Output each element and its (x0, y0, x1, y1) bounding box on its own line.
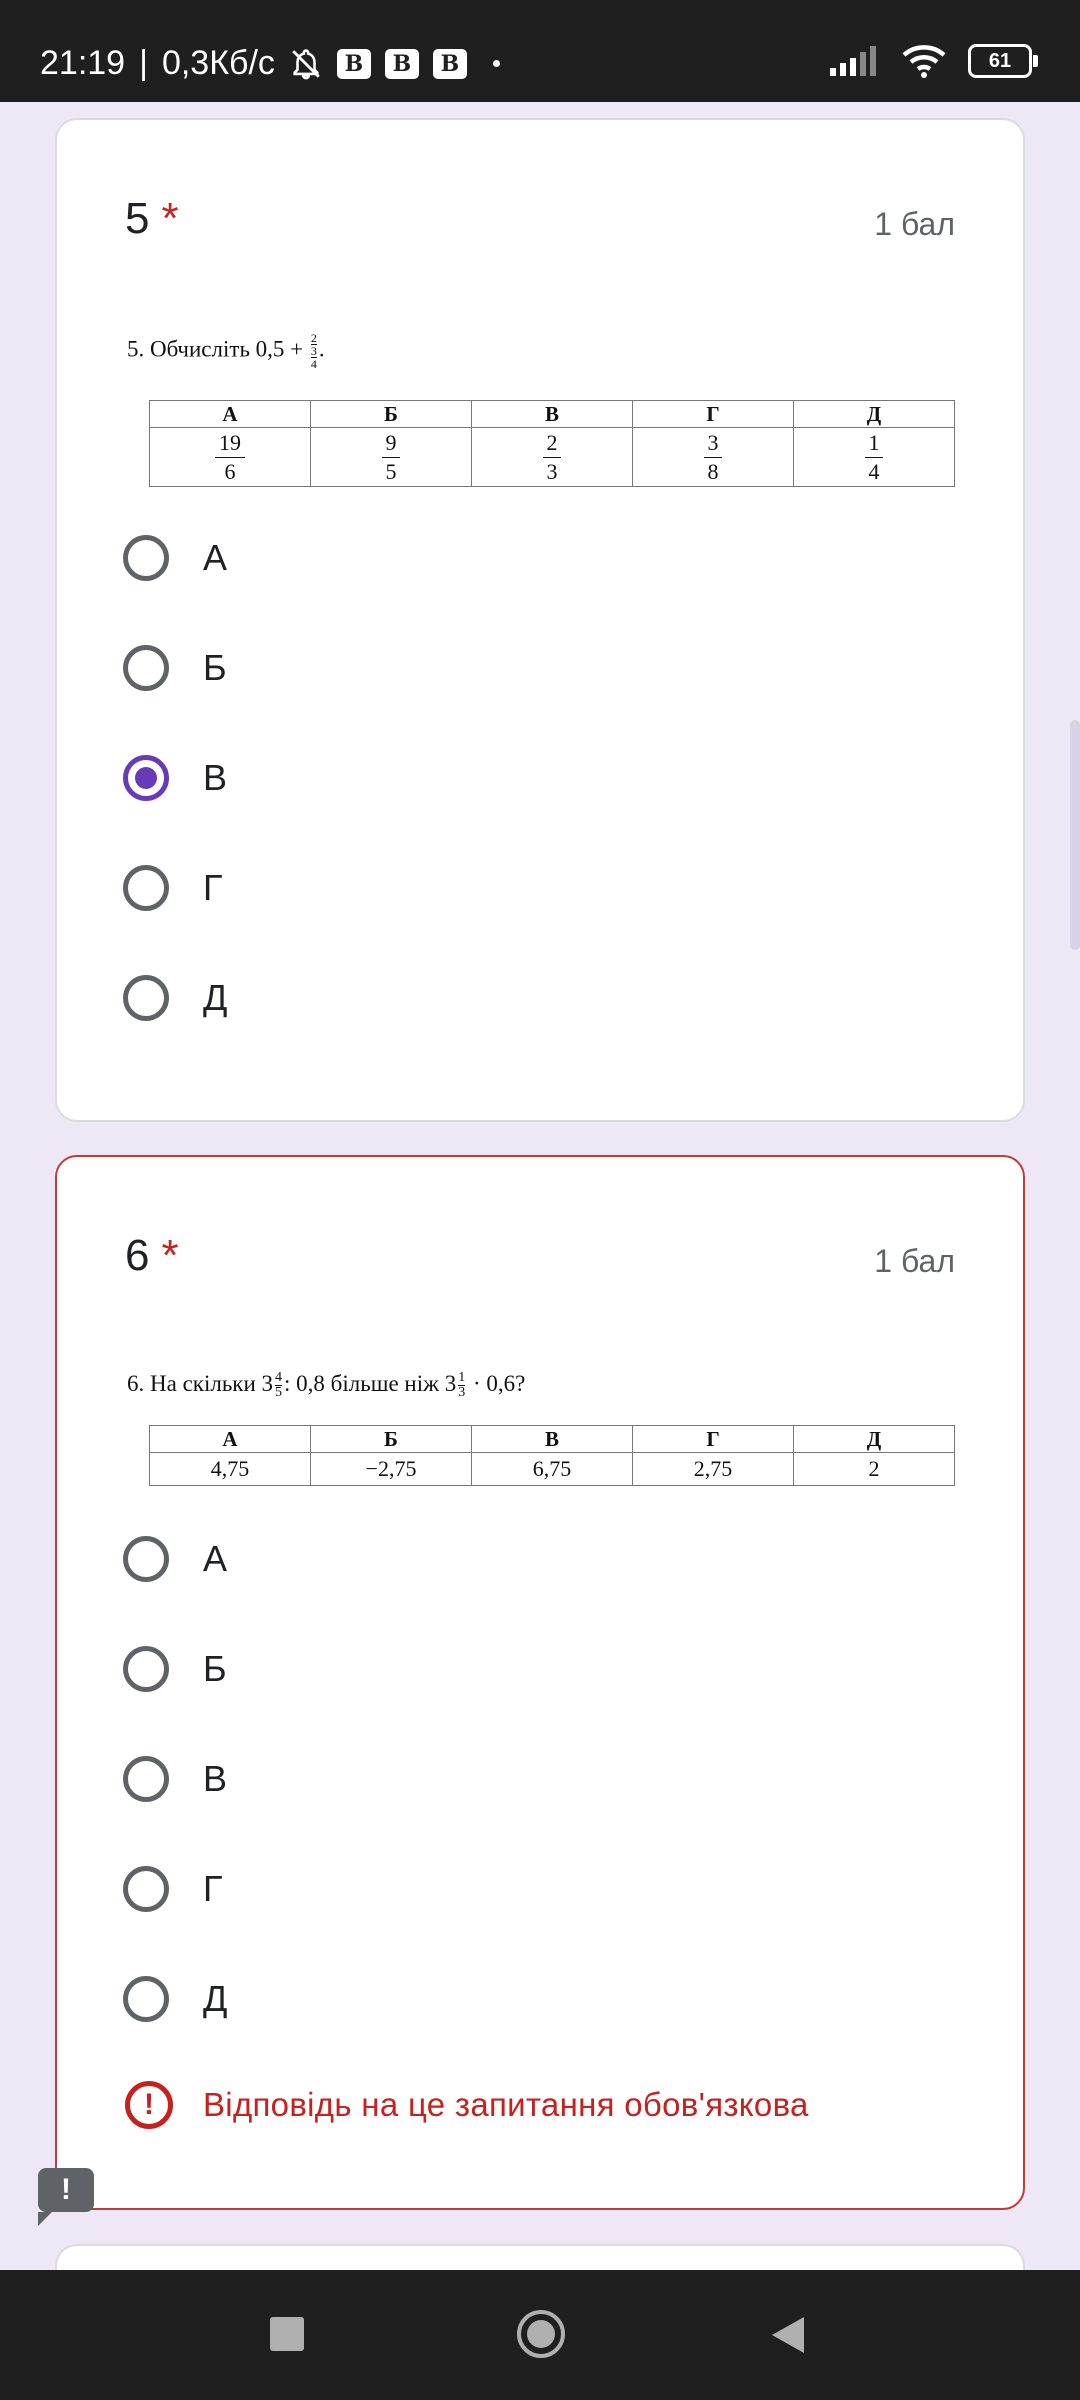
table-header-cell: А (150, 1426, 311, 1453)
radio-button[interactable] (123, 1756, 169, 1802)
fraction-top: 2 (310, 331, 317, 345)
table-value-cell (311, 428, 472, 487)
radio-button[interactable] (123, 1976, 169, 2022)
mixed-fraction (458, 1371, 465, 1400)
option-label: Г (203, 1868, 223, 1909)
fraction-denominator: 3 (458, 1385, 466, 1401)
fraction-bottom: 4 (310, 357, 317, 371)
table-header-cell: Б (311, 1426, 472, 1453)
question-text-part: : 0,8 більше ніж 3 (284, 1371, 457, 1396)
fraction-denominator: 5 (385, 458, 397, 484)
report-feedback-button[interactable]: ! (38, 2168, 94, 2212)
option-g[interactable] (123, 1859, 223, 1919)
table-fraction (704, 429, 722, 486)
radio-button[interactable] (123, 865, 169, 911)
bell-off-icon (289, 47, 323, 81)
table-header-cell: Д (794, 401, 955, 428)
battery-icon: 61 (968, 44, 1032, 78)
fraction-numerator: 19 (219, 429, 241, 455)
error-message: Відповідь на це запитання обов'язкова (203, 2086, 809, 2123)
more-notifications-dot (493, 60, 500, 67)
fraction-denominator: 8 (707, 458, 719, 484)
notification-badge: B (337, 49, 371, 79)
table-header-cell: В (472, 401, 633, 428)
question-text-suffix: . (318, 336, 325, 362)
nested-fraction (311, 332, 317, 370)
signal-icon (830, 46, 880, 76)
option-label: Б (203, 1648, 227, 1689)
option-d[interactable] (123, 1969, 227, 2029)
question-card-5 (55, 118, 1025, 1122)
table-fraction (865, 429, 883, 486)
option-v[interactable] (123, 1749, 227, 1809)
option-label: В (203, 1758, 228, 1799)
option-a[interactable] (123, 528, 227, 588)
option-v[interactable] (123, 748, 227, 808)
error-icon: ! (125, 2081, 173, 2129)
answer-table (149, 400, 955, 487)
radio-button[interactable] (123, 1536, 169, 1582)
option-b[interactable] (123, 1639, 227, 1699)
table-header-cell: Д (794, 1426, 955, 1453)
fraction-numerator: 3 (707, 429, 719, 455)
home-icon[interactable] (515, 2308, 567, 2360)
table-header-cell: А (150, 401, 311, 428)
radio-button[interactable] (123, 1646, 169, 1692)
table-value-cell: 2 (794, 1453, 955, 1486)
fraction-denominator: 5 (275, 1385, 283, 1401)
fraction-numerator: 2 (546, 429, 558, 455)
table-value-cell (150, 428, 311, 487)
question-number: 5 (125, 194, 150, 243)
network-speed: 0,3Кб/с (161, 44, 275, 82)
table-value-row (150, 428, 955, 487)
table-value-cell (794, 428, 955, 487)
table-fraction (543, 429, 561, 486)
fraction-numerator: 1 (458, 1370, 466, 1386)
question-title (125, 1231, 179, 1281)
table-value-row (150, 1453, 955, 1486)
status-bar (0, 0, 1080, 102)
question-text-part: 6. На скільки 3 (127, 1371, 274, 1396)
option-label: В (203, 757, 228, 798)
question-text-part: · 0,6? (473, 1371, 526, 1396)
radio-button[interactable] (123, 975, 169, 1021)
notification-badge: B (433, 49, 467, 79)
mixed-fraction (275, 1371, 282, 1400)
question-card-6 (55, 1155, 1025, 2210)
table-value-cell: −2,75 (311, 1453, 472, 1486)
required-asterisk: * (161, 1231, 179, 1280)
wifi-icon (902, 44, 946, 78)
option-label: Д (203, 977, 228, 1018)
table-header-row (150, 401, 955, 428)
status-right (830, 44, 1032, 78)
table-value-cell (633, 428, 794, 487)
option-label: А (203, 537, 228, 578)
table-header-cell: Г (633, 401, 794, 428)
status-left (40, 44, 500, 83)
fraction-numerator: 4 (275, 1370, 283, 1386)
table-header-row (150, 1426, 955, 1453)
table-value-cell: 2,75 (633, 1453, 794, 1486)
question-text (127, 332, 325, 370)
radio-button-selected[interactable] (123, 755, 169, 801)
question-points: 1 бал (874, 206, 955, 242)
option-a[interactable] (123, 1529, 227, 1589)
scrollbar-thumb[interactable] (1070, 720, 1080, 950)
option-b[interactable] (123, 638, 227, 698)
radio-button[interactable] (123, 645, 169, 691)
notification-badge: B (385, 49, 419, 79)
navigation-bar (0, 2270, 1080, 2400)
table-value-cell: 4,75 (150, 1453, 311, 1486)
question-text (127, 1371, 525, 1400)
required-error (125, 2081, 809, 2129)
table-header-cell: Б (311, 401, 472, 428)
required-asterisk: * (161, 194, 179, 243)
fraction-numerator: 1 (868, 429, 880, 455)
back-icon[interactable] (770, 2315, 806, 2355)
table-fraction (215, 429, 245, 486)
table-header-cell: В (472, 1426, 633, 1453)
question-text-prefix: 5. Обчисліть 0,5 + (127, 336, 304, 362)
option-g[interactable] (123, 858, 223, 918)
fraction-denominator: 3 (546, 458, 558, 484)
fraction-denominator: 6 (224, 458, 236, 484)
status-separator: | (139, 44, 148, 82)
table-header-cell: Г (633, 1426, 794, 1453)
answer-table (149, 1425, 955, 1486)
table-value-cell: 6,75 (472, 1453, 633, 1486)
status-time: 21:19 (40, 44, 126, 82)
option-label: Д (203, 1978, 228, 2019)
option-label: А (203, 1538, 228, 1579)
recents-icon[interactable] (270, 2317, 304, 2351)
option-d[interactable] (123, 968, 227, 1028)
fraction-mid: 3 (310, 344, 317, 358)
fraction-denominator: 4 (868, 458, 880, 484)
fraction-numerator: 9 (385, 429, 397, 455)
radio-button[interactable] (123, 535, 169, 581)
table-value-cell (472, 428, 633, 487)
option-label: Б (203, 647, 227, 688)
radio-dot (135, 767, 157, 789)
option-label: Г (203, 867, 223, 908)
question-points: 1 бал (874, 1243, 955, 1279)
question-title (125, 194, 179, 244)
radio-button[interactable] (123, 1866, 169, 1912)
question-number: 6 (125, 1231, 150, 1280)
table-fraction (382, 429, 400, 486)
